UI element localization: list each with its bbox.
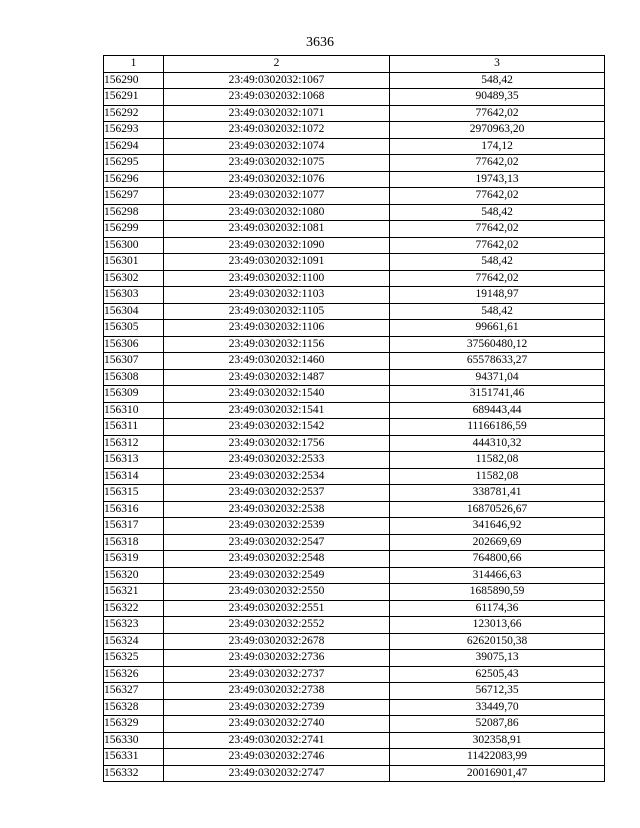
cadastral-number-cell: 23:49:0302032:1460 — [164, 353, 390, 370]
table-row — [104, 732, 605, 749]
row-number-cell: 156307 — [104, 353, 164, 370]
table-row — [104, 518, 605, 535]
table-row — [104, 600, 605, 617]
cadastral-number-cell: 23:49:0302032:1091 — [164, 254, 390, 271]
row-number-cell: 156309 — [104, 386, 164, 403]
table-row — [104, 584, 605, 601]
cadastral-number-cell: 23:49:0302032:1074 — [164, 138, 390, 155]
value-cell: 62620150,38 — [390, 633, 605, 650]
row-number-cell: 156292 — [104, 105, 164, 122]
cadastral-number-cell: 23:49:0302032:1103 — [164, 287, 390, 304]
table-row — [104, 435, 605, 452]
value-cell: 444310,32 — [390, 435, 605, 452]
cadastral-number-cell: 23:49:0302032:1077 — [164, 188, 390, 205]
row-number-cell: 156303 — [104, 287, 164, 304]
row-number-cell: 156328 — [104, 699, 164, 716]
row-number-cell: 156311 — [104, 419, 164, 436]
table-row — [104, 336, 605, 353]
cadastral-number-cell: 23:49:0302032:2551 — [164, 600, 390, 617]
table-row — [104, 485, 605, 502]
table-header — [104, 56, 605, 73]
header-row — [104, 56, 605, 73]
table-row — [104, 122, 605, 139]
table-row — [104, 617, 605, 634]
row-number-cell: 156325 — [104, 650, 164, 667]
cadastral-number-cell: 23:49:0302032:1540 — [164, 386, 390, 403]
row-number-cell: 156293 — [104, 122, 164, 139]
table-row — [104, 155, 605, 172]
value-cell: 302358,91 — [390, 732, 605, 749]
row-number-cell: 156298 — [104, 204, 164, 221]
cadastral-number-cell: 23:49:0302032:2534 — [164, 468, 390, 485]
row-number-cell: 156301 — [104, 254, 164, 271]
row-number-cell: 156305 — [104, 320, 164, 337]
column-header-3: 3 — [390, 56, 605, 73]
value-cell: 548,42 — [390, 303, 605, 320]
value-cell: 11422083,99 — [390, 749, 605, 766]
cadastral-number-cell: 23:49:0302032:2741 — [164, 732, 390, 749]
cadastral-number-cell: 23:49:0302032:2747 — [164, 765, 390, 782]
row-number-cell: 156315 — [104, 485, 164, 502]
table-row — [104, 72, 605, 89]
table-row — [104, 138, 605, 155]
value-cell: 16870526,67 — [390, 501, 605, 518]
cadastral-number-cell: 23:49:0302032:1075 — [164, 155, 390, 172]
row-number-cell: 156324 — [104, 633, 164, 650]
table-row — [104, 287, 605, 304]
table-row — [104, 666, 605, 683]
row-number-cell: 156329 — [104, 716, 164, 733]
cadastral-number-cell: 23:49:0302032:2740 — [164, 716, 390, 733]
cadastral-number-cell: 23:49:0302032:2548 — [164, 551, 390, 568]
row-number-cell: 156299 — [104, 221, 164, 238]
row-number-cell: 156332 — [104, 765, 164, 782]
cadastral-number-cell: 23:49:0302032:1081 — [164, 221, 390, 238]
cadastral-number-cell: 23:49:0302032:1100 — [164, 270, 390, 287]
cadastral-number-cell: 23:49:0302032:2739 — [164, 699, 390, 716]
table-body — [104, 72, 605, 782]
cadastral-number-cell: 23:49:0302032:1071 — [164, 105, 390, 122]
value-cell: 3151741,46 — [390, 386, 605, 403]
row-number-cell: 156310 — [104, 402, 164, 419]
row-number-cell: 156294 — [104, 138, 164, 155]
value-cell: 174,12 — [390, 138, 605, 155]
value-cell: 548,42 — [390, 254, 605, 271]
value-cell: 39075,13 — [390, 650, 605, 667]
value-cell: 56712,35 — [390, 683, 605, 700]
row-number-cell: 156327 — [104, 683, 164, 700]
row-number-cell: 156290 — [104, 72, 164, 89]
value-cell: 77642,02 — [390, 155, 605, 172]
value-cell: 94371,04 — [390, 369, 605, 386]
table-row — [104, 534, 605, 551]
row-number-cell: 156331 — [104, 749, 164, 766]
value-cell: 77642,02 — [390, 270, 605, 287]
row-number-cell: 156317 — [104, 518, 164, 535]
value-cell: 52087,86 — [390, 716, 605, 733]
value-cell: 77642,02 — [390, 105, 605, 122]
table-row — [104, 650, 605, 667]
value-cell: 314466,63 — [390, 567, 605, 584]
cadastral-number-cell: 23:49:0302032:1068 — [164, 89, 390, 106]
cadastral-number-cell: 23:49:0302032:2552 — [164, 617, 390, 634]
table-row — [104, 105, 605, 122]
table-row — [104, 699, 605, 716]
page-number: 3636 — [306, 35, 334, 50]
value-cell: 61174,36 — [390, 600, 605, 617]
table-row — [104, 501, 605, 518]
cadastral-number-cell: 23:49:0302032:1756 — [164, 435, 390, 452]
value-cell: 62505,43 — [390, 666, 605, 683]
table-row — [104, 221, 605, 238]
table-row — [104, 237, 605, 254]
cadastral-number-cell: 23:49:0302032:1090 — [164, 237, 390, 254]
row-number-cell: 156330 — [104, 732, 164, 749]
value-cell: 338781,41 — [390, 485, 605, 502]
cadastral-number-cell: 23:49:0302032:2537 — [164, 485, 390, 502]
row-number-cell: 156302 — [104, 270, 164, 287]
cadastral-number-cell: 23:49:0302032:2737 — [164, 666, 390, 683]
cadastral-number-cell: 23:49:0302032:1541 — [164, 402, 390, 419]
value-cell: 202669,69 — [390, 534, 605, 551]
row-number-cell: 156308 — [104, 369, 164, 386]
table-row — [104, 452, 605, 469]
cadastral-number-cell: 23:49:0302032:1105 — [164, 303, 390, 320]
column-header-1: 1 — [104, 56, 164, 73]
row-number-cell: 156318 — [104, 534, 164, 551]
row-number-cell: 156297 — [104, 188, 164, 205]
row-number-cell: 156300 — [104, 237, 164, 254]
value-cell: 2970963,20 — [390, 122, 605, 139]
row-number-cell: 156291 — [104, 89, 164, 106]
value-cell: 11582,08 — [390, 452, 605, 469]
cadastral-number-cell: 23:49:0302032:2746 — [164, 749, 390, 766]
row-number-cell: 156321 — [104, 584, 164, 601]
table-row — [104, 567, 605, 584]
table-row — [104, 386, 605, 403]
value-cell: 37560480,12 — [390, 336, 605, 353]
register-table — [103, 55, 605, 782]
row-number-cell: 156320 — [104, 567, 164, 584]
row-number-cell: 156323 — [104, 617, 164, 634]
column-header-2: 2 — [164, 56, 390, 73]
value-cell: 33449,70 — [390, 699, 605, 716]
value-cell: 548,42 — [390, 72, 605, 89]
row-number-cell: 156322 — [104, 600, 164, 617]
row-number-cell: 156319 — [104, 551, 164, 568]
cadastral-number-cell: 23:49:0302032:1542 — [164, 419, 390, 436]
row-number-cell: 156306 — [104, 336, 164, 353]
value-cell: 19148,97 — [390, 287, 605, 304]
table-row — [104, 369, 605, 386]
row-number-cell: 156296 — [104, 171, 164, 188]
cadastral-number-cell: 23:49:0302032:2538 — [164, 501, 390, 518]
cadastral-number-cell: 23:49:0302032:2738 — [164, 683, 390, 700]
table-row — [104, 633, 605, 650]
table-row — [104, 254, 605, 271]
row-number-cell: 156312 — [104, 435, 164, 452]
cadastral-number-cell: 23:49:0302032:1067 — [164, 72, 390, 89]
value-cell: 77642,02 — [390, 188, 605, 205]
table-row — [104, 683, 605, 700]
cadastral-number-cell: 23:49:0302032:1156 — [164, 336, 390, 353]
value-cell: 65578633,27 — [390, 353, 605, 370]
table-row — [104, 551, 605, 568]
cadastral-number-cell: 23:49:0302032:1076 — [164, 171, 390, 188]
table-row — [104, 89, 605, 106]
value-cell: 1685890,59 — [390, 584, 605, 601]
value-cell: 689443,44 — [390, 402, 605, 419]
value-cell: 341646,92 — [390, 518, 605, 535]
cadastral-number-cell: 23:49:0302032:2550 — [164, 584, 390, 601]
table-row — [104, 171, 605, 188]
table-row — [104, 188, 605, 205]
table-row — [104, 716, 605, 733]
value-cell: 77642,02 — [390, 221, 605, 238]
value-cell: 11582,08 — [390, 468, 605, 485]
row-number-cell: 156313 — [104, 452, 164, 469]
table-row — [104, 402, 605, 419]
value-cell: 90489,35 — [390, 89, 605, 106]
value-cell: 764800,66 — [390, 551, 605, 568]
value-cell: 99661,61 — [390, 320, 605, 337]
cadastral-number-cell: 23:49:0302032:2678 — [164, 633, 390, 650]
value-cell: 20016901,47 — [390, 765, 605, 782]
cadastral-number-cell: 23:49:0302032:2547 — [164, 534, 390, 551]
cadastral-number-cell: 23:49:0302032:2549 — [164, 567, 390, 584]
value-cell: 19743,13 — [390, 171, 605, 188]
row-number-cell: 156295 — [104, 155, 164, 172]
row-number-cell: 156316 — [104, 501, 164, 518]
table-row — [104, 320, 605, 337]
table-row — [104, 353, 605, 370]
table-row — [104, 419, 605, 436]
cadastral-number-cell: 23:49:0302032:1072 — [164, 122, 390, 139]
cadastral-number-cell: 23:49:0302032:2736 — [164, 650, 390, 667]
table-row — [104, 765, 605, 782]
table-row — [104, 204, 605, 221]
cadastral-number-cell: 23:49:0302032:1106 — [164, 320, 390, 337]
table-row — [104, 270, 605, 287]
table-row — [104, 303, 605, 320]
table-row — [104, 468, 605, 485]
value-cell: 11166186,59 — [390, 419, 605, 436]
table-row — [104, 749, 605, 766]
value-cell: 77642,02 — [390, 237, 605, 254]
row-number-cell: 156314 — [104, 468, 164, 485]
cadastral-number-cell: 23:49:0302032:2539 — [164, 518, 390, 535]
row-number-cell: 156326 — [104, 666, 164, 683]
value-cell: 548,42 — [390, 204, 605, 221]
row-number-cell: 156304 — [104, 303, 164, 320]
cadastral-number-cell: 23:49:0302032:2533 — [164, 452, 390, 469]
value-cell: 123013,66 — [390, 617, 605, 634]
cadastral-number-cell: 23:49:0302032:1487 — [164, 369, 390, 386]
cadastral-number-cell: 23:49:0302032:1080 — [164, 204, 390, 221]
